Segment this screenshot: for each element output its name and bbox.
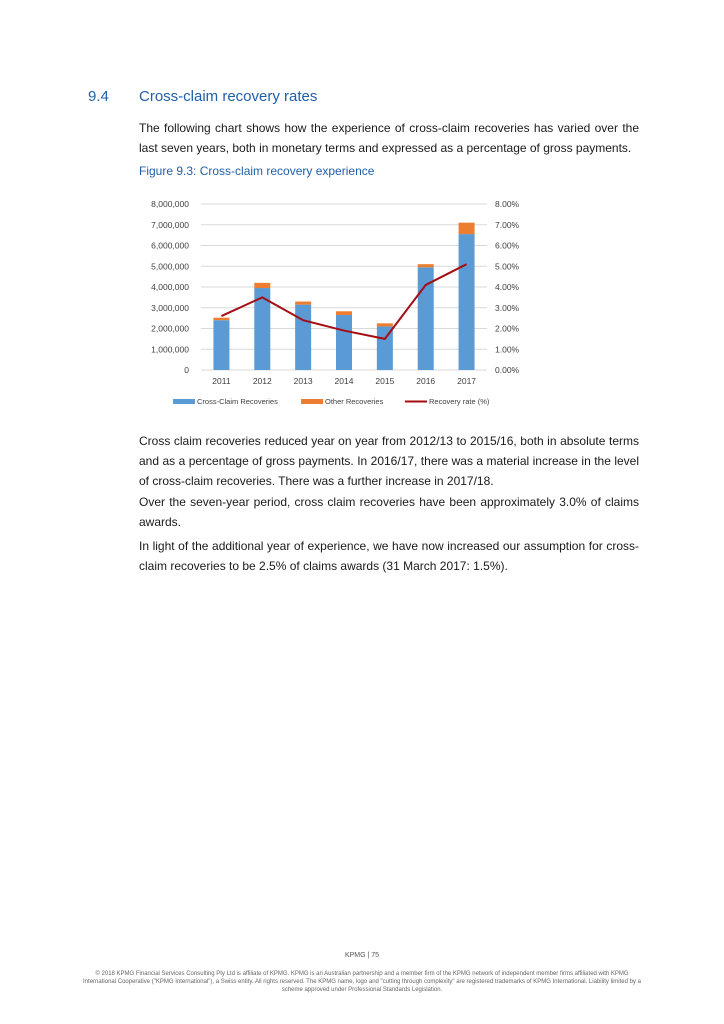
y2-tick-label: 4.00% [495,282,520,292]
y2-tick-label: 0.00% [495,365,520,375]
bar-other [295,302,311,305]
x-tick-label: 2011 [212,376,231,386]
y-tick-label: 4,000,000 [151,282,189,292]
y2-tick-label: 3.00% [495,302,520,313]
x-tick-label: 2017 [457,376,477,386]
body-paragraph-2: Over the seven-year period, cross claim recoveries have been approximately 3.0% of claims awards. [139,495,639,529]
x-tick-label: 2012 [252,376,272,386]
section-title: Cross-claim recovery rates [139,88,318,105]
bar-cross-claim [213,320,229,370]
legend-swatch-cross [173,399,195,404]
y2-tick-label: 6.00% [495,240,520,251]
x-tick-label: 2015 [375,376,395,386]
legend-label-rate: Recovery rate (%) [429,397,490,406]
copyright-notice: © 2018 KPMG Financial Services Consulting Pty Ltd is affiliate of KPMG. KPMG is an Australian partnership and a member firm of the KPMG network of independent member firms affiliated with KPMG International Cooperative ("KPMG International"), a Swiss entity. All rights reserved. The KPMG name, logo and "cutting through complexity" are registered trademarks of KPMG International. Liability limited by a scheme approved under Professional Standards Legislation. [83,971,641,993]
x-tick-label: 2014 [334,376,354,386]
y-tick-label: 1,000,000 [151,344,189,355]
body-paragraph-3: In light of the additional year of experience, we have now increased our assumption for cross-claim recoveries to be 2.5% of claims awards (31 March 2017: 1.5%). [139,539,639,573]
section-number: 9.4 [88,88,109,105]
x-tick-label: 2013 [293,376,313,386]
recovery-chart [139,192,539,414]
y2-tick-label: 5.00% [495,261,520,272]
y-tick-label: 6,000,000 [151,240,189,251]
x-tick-label: 2016 [416,376,436,386]
y-tick-label: 7,000,000 [151,219,189,230]
bar-cross-claim [459,234,475,370]
section-heading [88,88,317,105]
intro-paragraph: The following chart shows how the experience of cross-claim recoveries has varied over the last seven years, both in monetary terms and expressed as a percentage of gross payments. [139,121,639,155]
bar-other [459,223,475,234]
legend-label-cross: Cross-Claim Recoveries [197,397,278,406]
bar-other [418,264,434,267]
y-tick-label: 3,000,000 [151,302,189,313]
bar-other [213,318,229,320]
bar-other [336,311,352,315]
bar-other [377,323,393,326]
y-tick-label: 0 [184,365,189,375]
bar-cross-claim [295,305,311,370]
page-number: KPMG | 75 [344,952,380,959]
y-tick-label: 5,000,000 [151,261,189,272]
bar-other [254,283,270,288]
body-paragraph-1: Cross claim recoveries reduced year on year from 2012/13 to 2015/16, both in absolute terms and as a percentage of gross payments. In 2016/17, there was a material increase in the level of cross-claim recoveries. There was a further increase in 2017/18. [139,434,639,488]
legend-swatch-other [301,399,323,404]
y2-tick-label: 1.00% [495,344,520,355]
y-tick-label: 8,000,000 [151,199,189,209]
y2-tick-label: 2.00% [495,323,520,334]
y2-tick-label: 8.00% [495,199,520,209]
y-tick-label: 2,000,000 [151,323,189,334]
bar-cross-claim [336,315,352,370]
figure-caption: Figure 9.3: Cross-claim recovery experience [139,164,375,178]
legend-label-other: Other Recoveries [325,397,384,406]
y2-tick-label: 7.00% [495,219,520,230]
